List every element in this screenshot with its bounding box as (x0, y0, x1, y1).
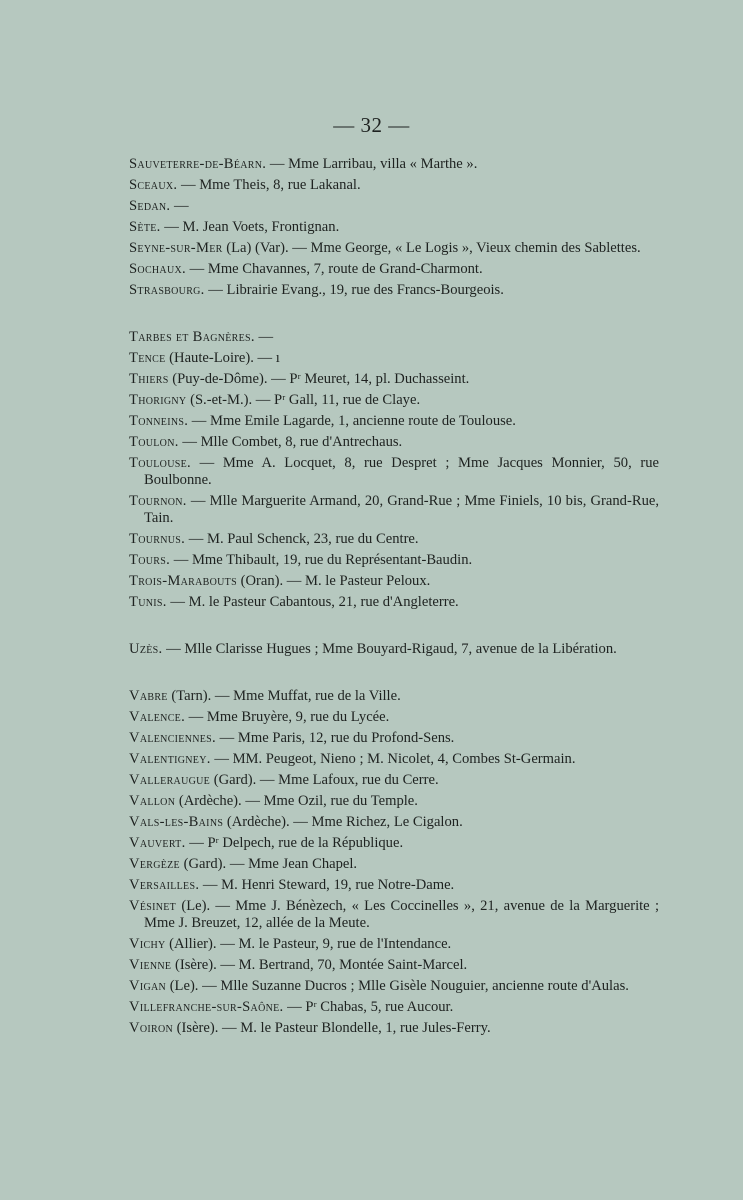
place-name: Vallon (129, 793, 176, 809)
em-dash-separator: — (288, 240, 311, 256)
directory-entry (129, 413, 659, 430)
em-dash-separator: — (204, 282, 227, 298)
place-name: Valleraugue (129, 772, 211, 788)
address-text: Mlle Marguerite Armand, 20, Grand-Rue ; Mme Finiels, 10 bis, Grand-Rue, Tain. (144, 493, 659, 526)
directory-entry (129, 814, 659, 831)
directory-entry (129, 219, 659, 236)
em-dash-separator: — (162, 641, 185, 657)
place-name: Tunis. (129, 594, 167, 610)
em-dash-separator: — (186, 493, 210, 509)
address-text: Mme Emile Lagarde, 1, ancienne route de Toulouse. (210, 413, 516, 429)
place-name: Sauveterre-de-Béarn. (129, 156, 267, 172)
em-dash-separator: — (283, 573, 306, 589)
place-name: Vauvert. (129, 835, 186, 851)
address-text: Mme Larribau, villa « Marthe ». (288, 156, 478, 172)
place-name: Versailles. (129, 877, 200, 893)
place-qualifier: (Gard). (210, 772, 257, 788)
em-dash-separator: — (256, 772, 279, 788)
directory-entry (129, 641, 659, 658)
place-name: Sochaux. (129, 261, 186, 277)
directory-entry (129, 329, 659, 346)
em-dash-separator: — (199, 877, 222, 893)
em-dash-separator: — (185, 261, 208, 277)
place-name: Trois-Marabouts (129, 573, 237, 589)
place-name: Voiron (129, 1020, 174, 1036)
directory-entry (129, 835, 659, 852)
place-qualifier: (Haute-Loire). (165, 350, 254, 366)
em-dash-separator: — (254, 329, 274, 345)
directory-entry (129, 434, 659, 451)
directory-entry (129, 531, 659, 548)
em-dash-separator: — (218, 1020, 241, 1036)
directory-entry (129, 793, 659, 810)
address-text: Mme A. Locquet, 8, rue Despret ; Mme Jacques Monnier, 50, rue Boulbonne. (144, 455, 659, 488)
em-dash-separator: — (160, 219, 183, 235)
place-name: Tonneins. (129, 413, 189, 429)
place-qualifier: (Ardèche). (175, 793, 242, 809)
address-text: Mlle Combet, 8, rue d'Antrechaus. (200, 434, 403, 450)
directory-entry (129, 856, 659, 873)
address-text: Mme Jean Chapel. (248, 856, 358, 872)
em-dash-separator: — (283, 999, 306, 1015)
place-qualifier: (Ardèche). (223, 814, 290, 830)
directory-entry (129, 156, 659, 173)
address-text: Mlle Clarisse Hugues ; Mme Bouyard-Rigaud, 7, avenue de la Libération. (184, 641, 617, 657)
em-dash-separator: — (185, 709, 207, 725)
place-name: Vergèze (129, 856, 180, 872)
address-text: Mme Paris, 12, rue du Profond-Sens. (237, 730, 455, 746)
address-text: Mme Lafoux, rue du Cerre. (278, 772, 439, 788)
address-text: Mlle Suzanne Ducros ; Mlle Gisèle Nouguier, ancienne route d'Aulas. (220, 978, 629, 994)
place-qualifier: (La) (Var). (222, 240, 289, 256)
place-qualifier: (Tarn). (167, 688, 212, 704)
em-dash-separator: — (210, 898, 236, 914)
em-dash-separator: — (241, 793, 264, 809)
em-dash-separator: — (166, 594, 189, 610)
em-dash-separator: — (185, 531, 207, 547)
address-text: Librairie Evang., 19, rue des Francs-Bourgeois. (226, 282, 504, 298)
em-dash-separator: — (216, 936, 239, 952)
address-text: Mme Bruyère, 9, rue du Lycée. (206, 709, 390, 725)
place-name: Thiers (129, 371, 169, 387)
em-dash-separator: — (185, 835, 208, 851)
place-qualifier: (Isère). (171, 957, 217, 973)
address-text: Pʳ Gall, 11, rue de Claye. (274, 392, 421, 408)
address-text: Mme Theis, 8, rue Lakanal. (199, 177, 361, 193)
directory-entry (129, 936, 659, 953)
address-text: M. Paul Schenck, 23, rue du Centre. (206, 531, 419, 547)
address-text: M. le Pasteur Blondelle, 1, rue Jules-Ferry. (240, 1020, 491, 1036)
place-qualifier: (Oran). (236, 573, 284, 589)
place-name: Tours. (129, 552, 171, 568)
page-number: — 32 — (333, 113, 410, 137)
place-name: Valentigney. (129, 751, 211, 767)
address-text: MM. Peugeot, Nieno ; M. Nicolet, 4, Combes St-Germain. (232, 751, 576, 767)
place-name: Seyne-sur-Mer (129, 240, 223, 256)
place-name: Valence. (129, 709, 186, 725)
address-text: Mme J. Bénèzech, « Les Coccinelles », 21, avenue de la Marguerite ; Mme J. Breuzet, 12, allée de la Meute. (144, 898, 659, 931)
address-text: M. Jean Voets, Frontignan. (182, 219, 340, 235)
em-dash-separator: — (289, 814, 312, 830)
directory-entry (129, 177, 659, 194)
em-dash-separator: — (226, 856, 249, 872)
address-text: Mme Richez, Le Cigalon. (311, 814, 463, 830)
directory-entry (129, 371, 659, 388)
directory-entry (129, 261, 659, 278)
directory-entry (129, 350, 659, 367)
address-text: Mme Thibault, 19, rue du Représentant-Baudin. (191, 552, 473, 568)
place-name: Strasbourg. (129, 282, 205, 298)
place-name: Vichy (129, 936, 166, 952)
em-dash-separator: — (210, 751, 233, 767)
directory-entry (129, 594, 659, 611)
place-qualifier: (Le). (176, 898, 211, 914)
address-text: Mme Muffat, rue de la Ville. (233, 688, 401, 704)
directory-entry (129, 999, 659, 1016)
em-dash-separator: — (188, 413, 211, 429)
directory-entry (129, 455, 659, 489)
em-dash-separator: — (253, 350, 276, 366)
place-qualifier: (S.-et-M.). (186, 392, 253, 408)
place-qualifier: (Gard). (179, 856, 227, 872)
em-dash-separator: — (177, 177, 200, 193)
directory-entry (129, 709, 659, 726)
place-name: Toulouse. (129, 455, 191, 471)
directory-entry (129, 240, 659, 257)
directory-entry (129, 573, 659, 590)
address-text: M. Henri Steward, 19, rue Notre-Dame. (221, 877, 455, 893)
directory-entry (129, 493, 659, 527)
place-qualifier: (Allier). (165, 936, 217, 952)
em-dash-separator: — (170, 198, 189, 214)
address-text: Mme Chavannes, 7, route de Grand-Charmont. (207, 261, 483, 277)
em-dash-separator: — (190, 455, 223, 471)
place-name: Vigan (129, 978, 167, 994)
directory-entry (129, 751, 659, 768)
place-qualifier: (Isère). (173, 1020, 219, 1036)
em-dash-separator: — (216, 957, 239, 973)
em-dash-separator: — (267, 371, 290, 387)
place-name: Vésinet (129, 898, 177, 914)
directory-entry (129, 688, 659, 705)
em-dash-separator: — (178, 434, 201, 450)
directory-list (129, 156, 659, 1041)
address-text: Pʳ Meuret, 14, pl. Duchasseint. (289, 371, 470, 387)
address-text: Pʳ Delpech, rue de la République. (207, 835, 404, 851)
place-name: Villefranche-sur-Saône. (129, 999, 284, 1015)
place-name: Tarbes et Bagnères. (129, 329, 255, 345)
place-name: Thorigny (129, 392, 187, 408)
place-name: Tournon. (129, 493, 187, 509)
address-text: M. le Pasteur, 9, rue de l'Intendance. (238, 936, 452, 952)
directory-entry (129, 552, 659, 569)
directory-entry (129, 198, 659, 215)
place-name: Sedan. (129, 198, 171, 214)
place-qualifier: (Puy-de-Dôme). (168, 371, 268, 387)
address-text: Pʳ Chabas, 5, rue Aucour. (305, 999, 454, 1015)
place-name: Sète. (129, 219, 161, 235)
place-name: Tournus. (129, 531, 186, 547)
em-dash-separator: — (211, 688, 234, 704)
place-name: Tence (129, 350, 166, 366)
address-text: M. le Pasteur Cabantous, 21, rue d'Angleterre. (188, 594, 459, 610)
place-name: Sceaux. (129, 177, 178, 193)
directory-entry (129, 898, 659, 932)
place-name: Vienne (129, 957, 172, 973)
em-dash-separator: — (198, 978, 221, 994)
directory-entry (129, 877, 659, 894)
directory-entry (129, 1020, 659, 1037)
place-name: Vals-les-Bains (129, 814, 224, 830)
address-text: ı (275, 350, 280, 366)
address-text: Mme George, « Le Logis », Vieux chemin des Sablettes. (310, 240, 641, 256)
address-text: M. Bertrand, 70, Montée Saint-Marcel. (238, 957, 468, 973)
place-name: Vabre (129, 688, 168, 704)
address-text: M. le Pasteur Peloux. (305, 573, 431, 589)
directory-entry (129, 730, 659, 747)
place-name: Uzès. (129, 641, 163, 657)
directory-entry (129, 282, 659, 299)
directory-entry (129, 978, 659, 995)
directory-entry (129, 772, 659, 789)
em-dash-separator: — (266, 156, 289, 172)
em-dash-separator: — (170, 552, 192, 568)
place-qualifier: (Le). (166, 978, 199, 994)
em-dash-separator: — (215, 730, 238, 746)
address-text: Mme Ozil, rue du Temple. (263, 793, 418, 809)
em-dash-separator: — (252, 392, 274, 408)
place-name: Toulon. (129, 434, 179, 450)
directory-entry (129, 957, 659, 974)
directory-entry (129, 392, 659, 409)
place-name: Valenciennes. (129, 730, 216, 746)
